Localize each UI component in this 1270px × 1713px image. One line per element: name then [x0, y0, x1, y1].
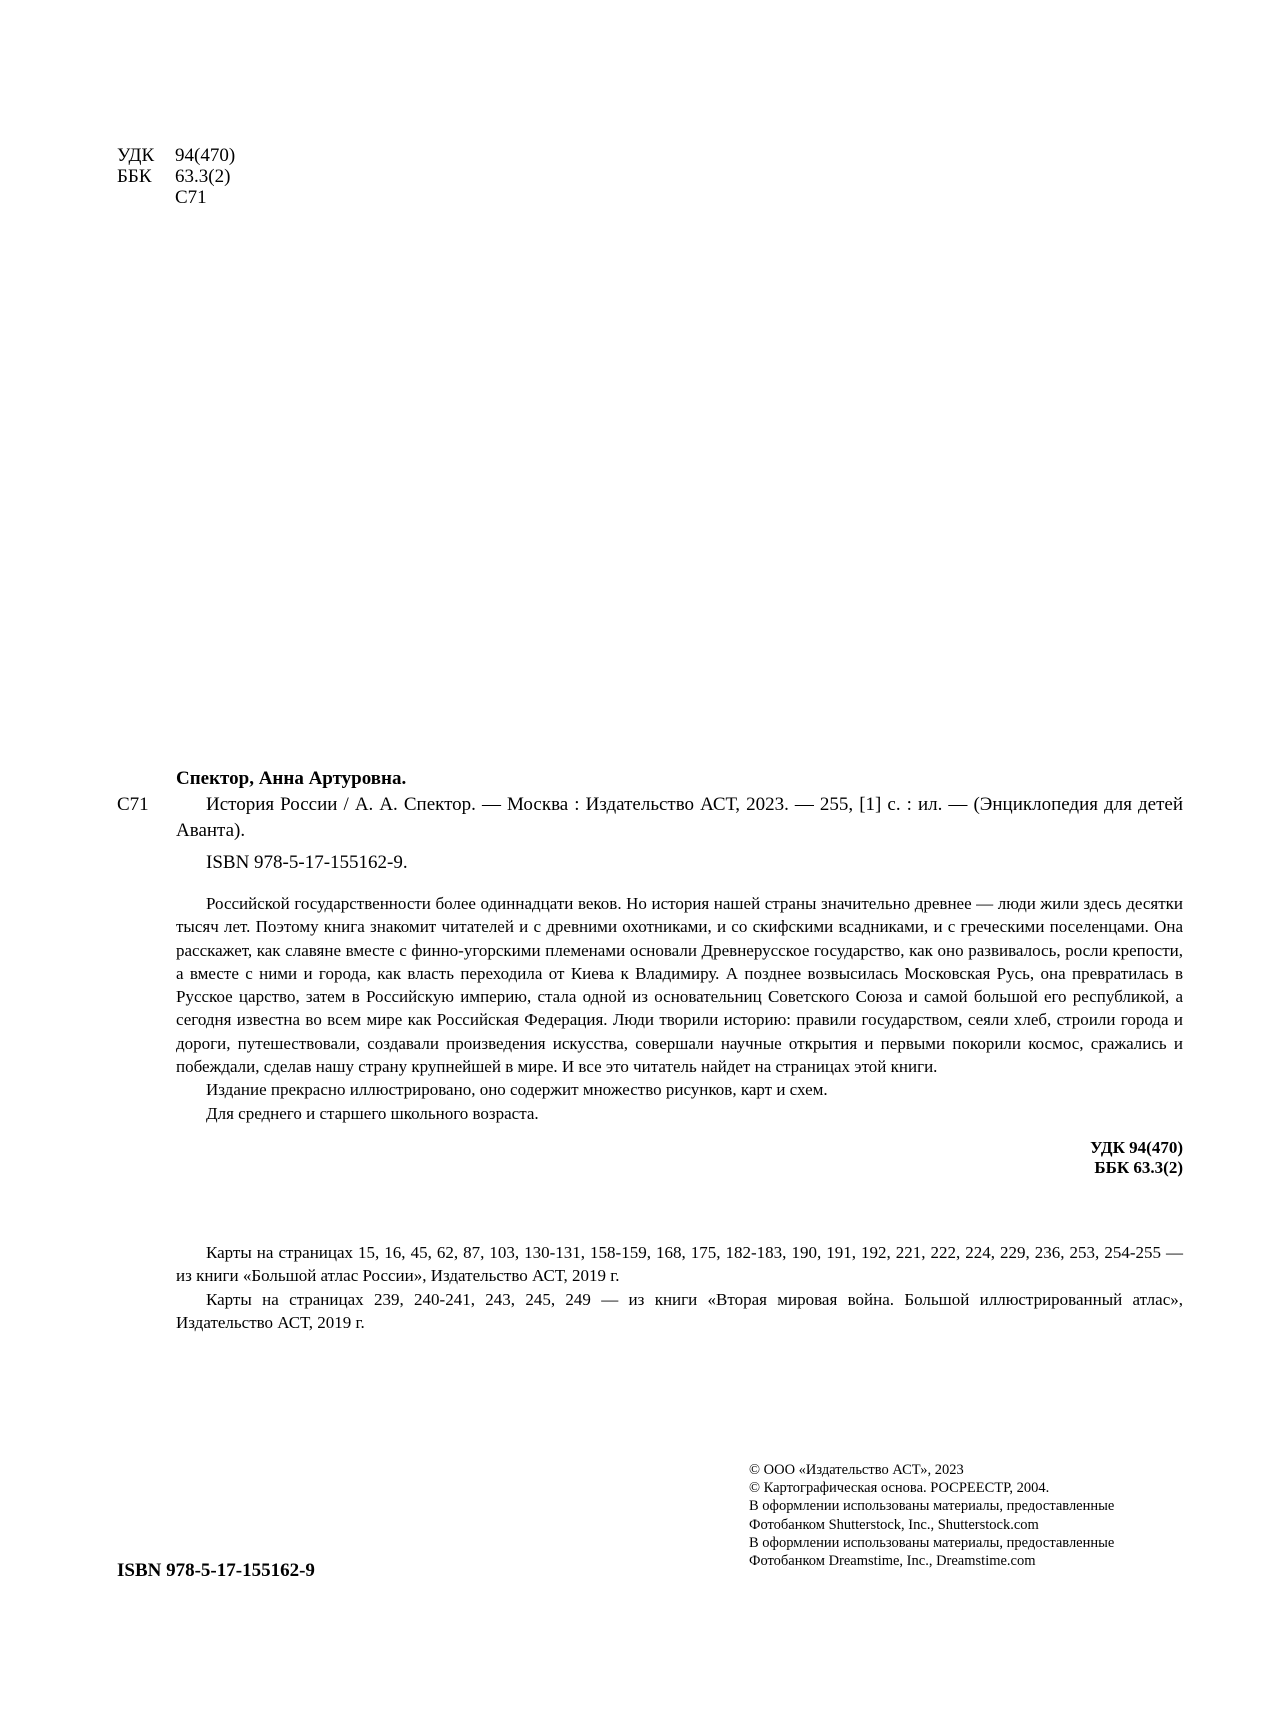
- udk-code-right: УДК 94(470): [1090, 1137, 1183, 1157]
- description-row: [117, 792, 1183, 844]
- annotation-paragraph: Российской государственности более одиннадцати веков. Но история нашей страны значительно древнее — люди жили здесь десятки тысяч лет. Поэтому книга знакомит читателей и с древними охотниками, и со скифскими всадниками, и с греческими поселенцами. Она расскажет, как славяне вместе с финно-угорскими племенами основали Древнерусское государство, как оно развивалось, росли крепости, а вместе с ними и города, как власть переходила от Киева к Владимиру. А позднее возвысилась Московская Русь, она превратилась в Русское царство, затем в Российскую империю, стала одной из основательниц Советского Союза и самой большой его республикой, а сегодня известна во всем мире как Российская Федерация. Люди творили историю: правили государством, сеяли хлеб, строили города и дороги, путешествовали, создавали произведения искусства, совершали научные открытия и первыми покорили космос, сражались и побеждали, сделав нашу страну крупнейшей в мире. И все это читатель найдет на страницах этой книги.: [176, 894, 1183, 1077]
- bbk-code-right: ББК 63.3(2): [1094, 1157, 1183, 1177]
- record-code: С71: [117, 794, 149, 815]
- annotation-paragraph: Издание прекрасно иллюстрировано, оно содержит множество рисунков, карт и схем.: [206, 1080, 828, 1100]
- bbk-label: ББК: [117, 166, 152, 187]
- copyright-line: © Картографическая основа. РОСРЕЕСТР, 2004.: [749, 1480, 1050, 1497]
- classification-codes-right: [117, 1138, 1183, 1178]
- author-mark: С71: [175, 187, 207, 208]
- annotation-paragraph: Для среднего и старшего школьного возраста.: [206, 1103, 539, 1123]
- copyright-line: © ООО «Издательство АСТ», 2023: [749, 1462, 964, 1478]
- copyright-line: В оформлении использованы материалы, предоставленные: [749, 1498, 1115, 1515]
- copyright-block: [749, 1461, 1189, 1570]
- copyright-line: Фотобанком Shutterstock, Inc., Shutterstock.com: [749, 1516, 1039, 1533]
- maps-notes: [176, 1241, 1183, 1334]
- maps-note: Карты на страницах 15, 16, 45, 62, 87, 103, 130-131, 158-159, 168, 175, 182-183, 190, 191, 192, 221, 222, 224, 229, 236, 253, 254-255 — из книги «Большой атлас России», Издательство АСТ, 2019 г.: [176, 1243, 1183, 1286]
- maps-note: Карты на страницах 239, 240-241, 243, 245, 249 — из книги «Вторая мировая война. Большой иллюстрированный атлас», Издательство АСТ, 2019 г.: [176, 1289, 1183, 1332]
- bbk-value: 63.3(2): [175, 166, 231, 187]
- record-description: История России / А. А. Спектор. — Москва : Издательство АСТ, 2023. — 255, [1] с. : ил. — (Энциклопедия для детей Аванта).: [176, 794, 1183, 841]
- record-isbn: ISBN 978-5-17-155162-9.: [206, 852, 408, 873]
- copyright-line: Фотобанком Dreamstime, Inc., Dreamstime.com: [749, 1553, 1036, 1570]
- bbk-row: [117, 166, 235, 187]
- bibliographic-record: [117, 766, 1183, 1178]
- annotation: [176, 892, 1183, 1125]
- udk-row: [117, 145, 235, 166]
- udk-label: УДК: [117, 145, 155, 166]
- author-mark-row: [117, 187, 235, 208]
- classification-block: [117, 145, 235, 208]
- author-heading: Спектор, Анна Артуровна.: [176, 768, 407, 789]
- copyright-line: В оформлении использованы материалы, предоставленные: [749, 1534, 1115, 1551]
- udk-value: 94(470): [175, 145, 236, 166]
- isbn-bottom: ISBN 978-5-17-155162-9: [117, 1560, 315, 1581]
